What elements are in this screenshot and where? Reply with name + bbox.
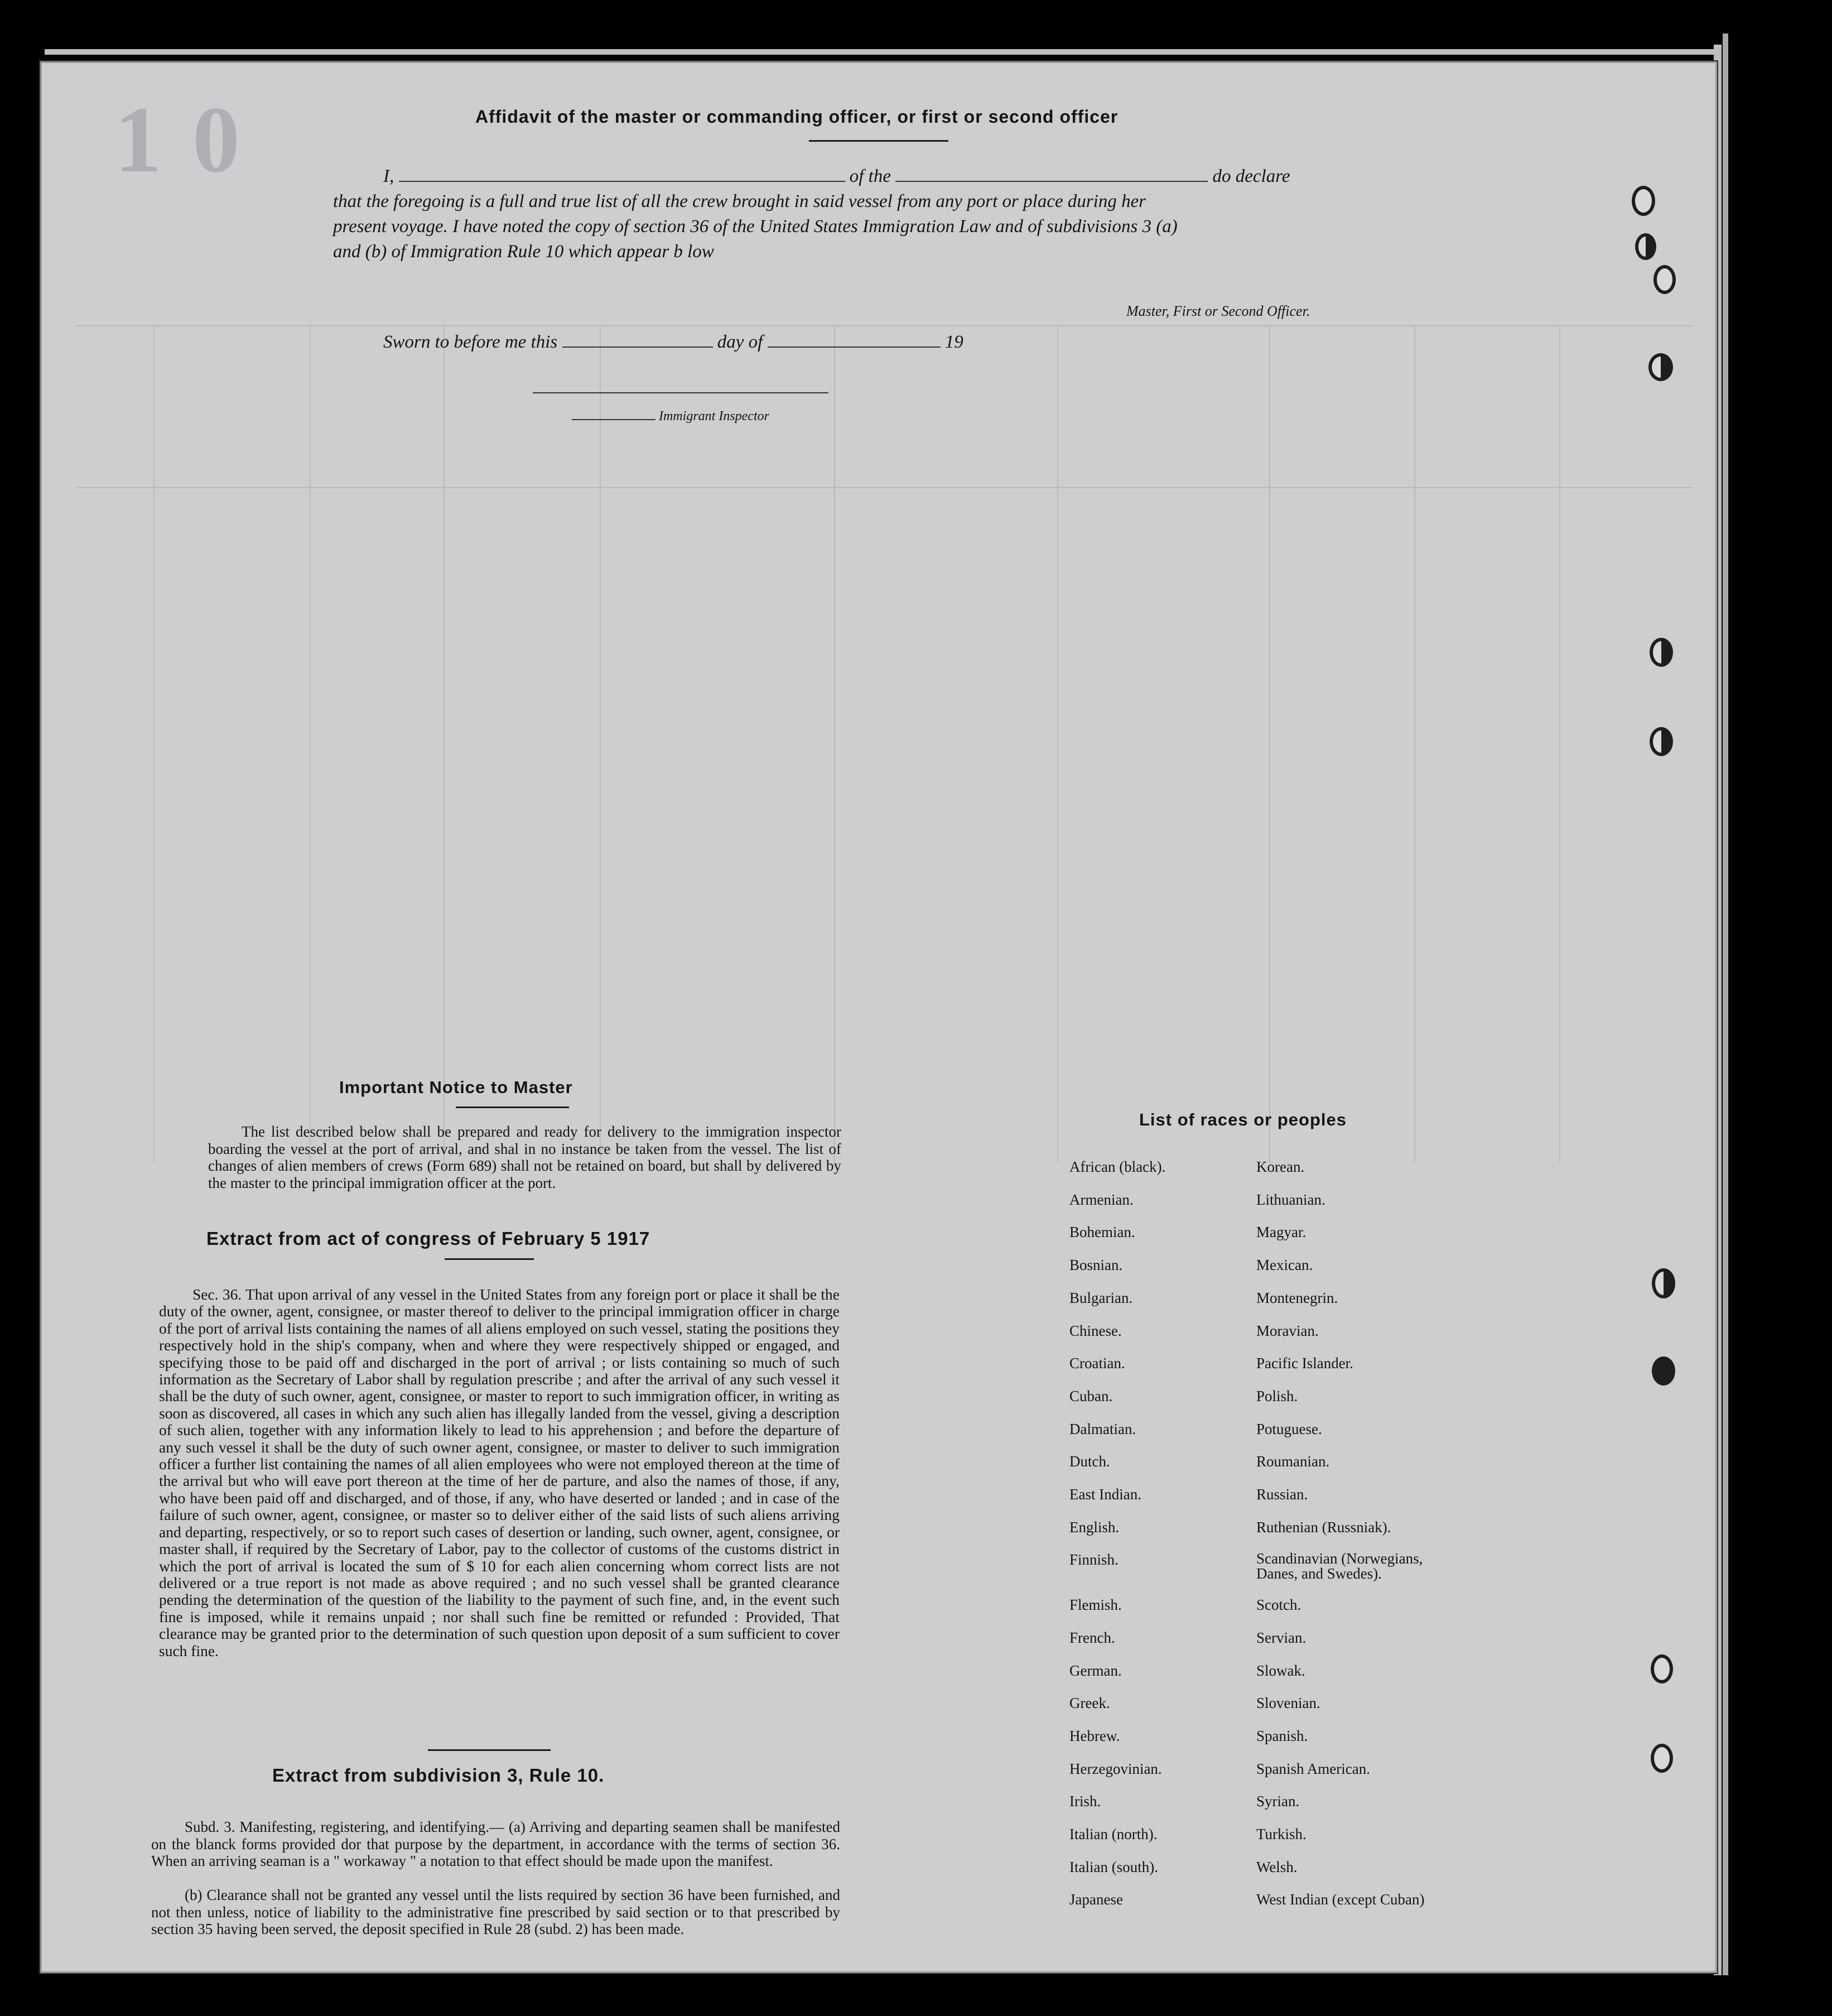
- inspector-line-lead: [572, 409, 769, 424]
- race-item: Slovenian.: [1256, 1695, 1320, 1712]
- race-item: English.: [1069, 1518, 1120, 1536]
- document-page: 1 0 Affidavit of the master or commanding officer, or first or second officer I, of the do declare that the foregoing is a full and true list of all the crew brought in said vessel from any port or place during her present voyage. I have noted the copy of section 36 of the United States Immigration Law and of subdivisions 3 (a) and (b) of Immigration Rule 10 which appear b low Master, First or Second Officer. Sworn to before me this day of 19 Immigrant Inspector Important Notice to Master The list described below shall be prepared and ready for delivery to the immigration inspector boarding the vessel at the port of arrival, and shal in no instance be taken from the vessel. The list of changes of alien members of crews (Form 689) shall not be retained on board, but shall by delivered by the master to the principal immigration officer at the port. Extract from act of congress of February 5 1917 Sec. 36. That upon arrival of any vessel in the United States from any foreign port or place it shall be the duty of the owner, agent, consignee, or master thereof to deliver to the principal immigration officer in charge of the port of arrival lists containing the names of all aliens employed on such vessel, stating the positions they respectively hold in the ship's company, when and where they were respectively shipped or engaged, and specifying those to be paid off and discharged in the port of arrival ; or lists containing so much of such information as the Secretary of Labor shall by regulation prescribe ; and after the arrival of any such vessel it shall be the duty of such owner, agent, consignee, or master to report to such immigration officer, in writing as soon as discovered, all cases in which any such alien has illegally landed from the vessel, giving a description of such alien, together with any information likely to lead to his apprehension ; and before the departure of any such vessel it shall be the duty of such owner agent, consignee, or master to deliver to such immigration officer a further list containing the names of all alien employees who were not employed thereon at the time of the arrival but who will eave port thereon at the time of her de parture, and also the names of those, if any, who have been paid off and discharged, and of those, if any, who have deserted or landed ; and in case of the failure of such owner, agent, consignee, or master so to deliver either of the said lists of such aliens arriving and departing, respectively, or so to report such cases of desertion or landing, such owner, agent, consignee, or master shall, if required by the Secretary of Labor, pay to the collector of customs of the customs district in which the port of arrival is located the sum of $ 10 for each alien concerning whom correct lists are not delivered or a true report is not made as above required ; and no such vessel shall be granted clearance pending the determination of the question of the liability to the payment of such fine, and, in the event such fine is imposed, while it remains unpaid ; nor shall such fine be remitted or refunded : Provided, That clearance may be granted prior to the determination of such question upon deposit of a sum sufficient to cover such fine. Extract from subdivision 3, Rule 10. Subd. 3. Manifesting, registering, and identifying.— (a) Arriving and departing seamen shall be manifested on the blanck forms provided dor that purpose by the department, in accordance with the terms of section 36. When an arriving seaman is a " workaway " a notation to that effect should be made upon the manifest. (b) Clearance shall not be granted any vessel until the lists required by section 36 have been furnished, and not then unless, notice of liability to the administrative fine prescribed by said section or to that prescribed by section 35 having been served, the deposit specified in Rule 28 (subd. 2) has been made. List of races or peoples African (black). Armenian. Bohemian. Bosnian. Bulgarian. Chinese. Croatian. Cuban. Dalmatian. Dutch. East Indian. English. Finnish. Flemish. French. German. Greek. Hebrew. Herzegovinian. Irish. Italian (north). Italian (south). Japanese Korean. Lithuanian. Magyar. Mexican. Montenegrin. Moravian. Pacific Islander. Polish. Potuguese. Roumanian. Russian. Ruthenian (Russniak). Scandinavian (Norwegians, Danes, and Swedes). Scotch. Servian. Slowak. Slovenian. Spanish. Spanish American. Syrian. Turkish. Welsh. West Indian (except Cuban): [40, 61, 1717, 1973]
- sworn-day-of: day of: [717, 332, 763, 352]
- signature-label: Master, First or Second Officer.: [1126, 303, 1310, 319]
- rule-extract-text-b: (b) Clearance shall not be granted any vessel until the lists required by section 36 have been furnished, and not then unless, notice of liability to the administrative fine prescribed by said section or to that prescribed by section 35 having been served, the deposit specified in Rule 28 (subd. 2) has been made.: [151, 1887, 840, 1937]
- race-item: Lithuanian.: [1256, 1191, 1325, 1208]
- inspector-signature-line: [533, 392, 828, 393]
- race-item: Cuban.: [1069, 1387, 1113, 1404]
- race-item: Servian.: [1256, 1629, 1306, 1646]
- race-item: Hebrew.: [1069, 1727, 1120, 1744]
- race-item: Armenian.: [1069, 1191, 1134, 1208]
- page-edge: [45, 49, 1718, 55]
- binder-hole: [1653, 265, 1676, 294]
- race-item: Turkish.: [1256, 1826, 1306, 1842]
- race-item: Polish.: [1256, 1387, 1298, 1404]
- race-item: Bohemian.: [1069, 1224, 1135, 1241]
- act-extract-underline: [445, 1258, 534, 1260]
- notice-underline: [456, 1106, 569, 1108]
- race-item: Moravian.: [1256, 1322, 1319, 1339]
- race-item: Spanish American.: [1256, 1760, 1370, 1777]
- race-item: African (black).: [1069, 1158, 1166, 1175]
- race-item: Italian (south).: [1069, 1858, 1158, 1875]
- binder-hole: [1635, 233, 1656, 260]
- affidavit-line-2: that the foregoing is a full and true list of all the crew brought in said vessel from any port or place during her: [333, 191, 1146, 211]
- race-item: Montenegrin.: [1256, 1289, 1338, 1306]
- binder-hole: [1648, 353, 1673, 381]
- name-blank[interactable]: [399, 165, 845, 182]
- affidavit-i: I,: [383, 166, 394, 186]
- race-item: Croatian.: [1069, 1355, 1125, 1372]
- race-item: West Indian (except Cuban): [1256, 1891, 1425, 1908]
- race-item: French.: [1069, 1629, 1115, 1646]
- race-item: Syrian.: [1256, 1793, 1300, 1810]
- race-item: Russian.: [1256, 1486, 1308, 1503]
- binder-hole: [1632, 186, 1655, 216]
- race-item: Korean.: [1256, 1158, 1305, 1175]
- race-item: Bosnian.: [1069, 1257, 1123, 1274]
- inspector-label: Immigrant Inspector: [659, 409, 769, 424]
- page-edge: [1723, 33, 1728, 1975]
- title-underline: [809, 140, 948, 142]
- binder-hole: [1651, 1744, 1673, 1773]
- race-item: Herzegovinian.: [1069, 1760, 1162, 1777]
- race-item: Welsh.: [1256, 1858, 1298, 1875]
- race-item: Greek.: [1069, 1695, 1110, 1712]
- race-item: Dutch.: [1069, 1453, 1110, 1470]
- binder-hole: [1651, 1654, 1673, 1683]
- affidavit-of-the: of the: [849, 166, 891, 186]
- race-item: Scandinavian (Norwegians, Danes, and Swedes).: [1256, 1550, 1423, 1582]
- race-item: Ruthenian (Russniak).: [1256, 1518, 1391, 1536]
- race-item: Flemish.: [1069, 1596, 1122, 1614]
- rule-extract-text-a: Subd. 3. Manifesting, registering, and identifying.— (a) Arriving and departing seamen shall be manifested on the blanck forms provided dor that purpose by the department, in accordance with the terms of section 36. When an arriving seaman is a " workaway " a notation to that effect should be made upon the manifest.: [151, 1818, 840, 1869]
- vessel-blank[interactable]: [895, 165, 1208, 182]
- act-extract-title: Extract from act of congress of February 5 1917: [206, 1228, 650, 1249]
- act-extract-text: Sec. 36. That upon arrival of any vessel in the United States from any foreign port or place it shall be the duty of the owner, agent, consignee, or master thereof to deliver to the principal immigration officer in charge of the port of arrival lists containing the names of all aliens employed on such vessel, stating the positions they respectively hold in the ship's company, when and where they were respectively shipped or engaged, and specifying those to be paid off and discharged in the port of arrival ; or lists containing so much of such information as the Secretary of Labor shall by regulation prescribe ; and after the arrival of any such vessel it shall be the duty of such owner, agent, consignee, or master to report to such immigration officer, in writing as soon as discovered, all cases in which any such alien has illegally landed from the vessel, giving a description of such alien, together with any information likely to lead to his apprehension ; and before the departure of any such vessel it shall be the duty of such owner agent, consignee, or master to deliver to such immigration officer a further list containing the names of all alien employees who were not employed thereon at the time of the arrival but who will eave port thereon at the time of her de parture, and also the names of those, if any, who have been paid off and discharged, and of those, if any, who have deserted or landed ; and in case of the failure of such owner, agent, consignee, or master so to deliver either of the said lists of such aliens arriving and departing, respectively, or so to report such cases of desertion or landing, such owner, agent, consignee, or master shall, if required by the Secretary of Labor, pay to the collector of customs of the customs district in which the port of arrival is located the sum of $ 10 for each alien concerning whom correct lists are not delivered or a true report is not made as above required ; and no such vessel shall be granted clearance pending the determination of the question of the liability to the payment of such fine, and, in the event such fine is imposed, while it remains unpaid ; nor shall such fine be remitted or refunded : Provided, That clearance may be granted prior to the determination of such question upon deposit of a sum sufficient to cover such fine.: [159, 1286, 840, 1659]
- race-item: Pacific Islander.: [1256, 1355, 1353, 1372]
- race-item: Roumanian.: [1256, 1453, 1330, 1470]
- notice-title: Important Notice to Master: [339, 1077, 573, 1097]
- race-item: Japanese: [1069, 1891, 1123, 1908]
- race-item: Slowak.: [1256, 1662, 1305, 1679]
- affidavit-line-1: [383, 165, 1290, 187]
- race-item: Italian (north).: [1069, 1826, 1158, 1842]
- race-item: German.: [1069, 1662, 1122, 1679]
- race-item: Bulgarian.: [1069, 1289, 1133, 1306]
- race-item: East Indian.: [1069, 1486, 1141, 1503]
- sworn-month-blank[interactable]: [768, 331, 941, 348]
- sworn-day-blank[interactable]: [562, 331, 713, 348]
- inspector-blank[interactable]: [572, 409, 655, 420]
- races-title: List of races or peoples: [1139, 1110, 1347, 1129]
- race-item: Finnish.: [1069, 1551, 1119, 1568]
- race-item: Magyar.: [1256, 1224, 1306, 1241]
- sworn-year: 19: [944, 332, 963, 352]
- sworn-line: [383, 331, 963, 353]
- affidavit-line-4: and (b) of Immigration Rule 10 which appear b low: [333, 242, 714, 262]
- rule-extract-divider: [428, 1749, 551, 1751]
- binder-hole: [1652, 1356, 1675, 1385]
- binder-hole: [1652, 1268, 1675, 1298]
- binder-hole: [1650, 727, 1673, 756]
- sworn-prefix: Sworn to before me this: [383, 332, 558, 352]
- race-item: Mexican.: [1256, 1257, 1313, 1274]
- affidavit-title: Affidavit of the master or commanding officer, or first or second officer: [475, 107, 1119, 127]
- race-item: Scotch.: [1256, 1596, 1301, 1614]
- race-item: Dalmatian.: [1069, 1420, 1136, 1437]
- race-item: Irish.: [1069, 1793, 1101, 1810]
- race-item: Potuguese.: [1256, 1420, 1322, 1437]
- affidavit-line-3: present voyage. I have noted the copy of section 36 of the United States Immigration Law and of subdivisions 3 (a): [333, 216, 1178, 237]
- race-item: Spanish.: [1256, 1727, 1308, 1744]
- notice-text: The list described below shall be prepared and ready for delivery to the immigration inspector boarding the vessel at the port of arrival, and shal in no instance be taken from the vessel. The list of changes of alien members of crews (Form 689) shall not be retained on board, but shall by delivered by the master to the principal immigration officer at the port.: [208, 1123, 841, 1191]
- rule-extract-title: Extract from subdivision 3, Rule 10.: [272, 1765, 605, 1786]
- binder-hole: [1650, 638, 1673, 667]
- affidavit-declare: do declare: [1212, 166, 1290, 186]
- race-item: Chinese.: [1069, 1322, 1122, 1339]
